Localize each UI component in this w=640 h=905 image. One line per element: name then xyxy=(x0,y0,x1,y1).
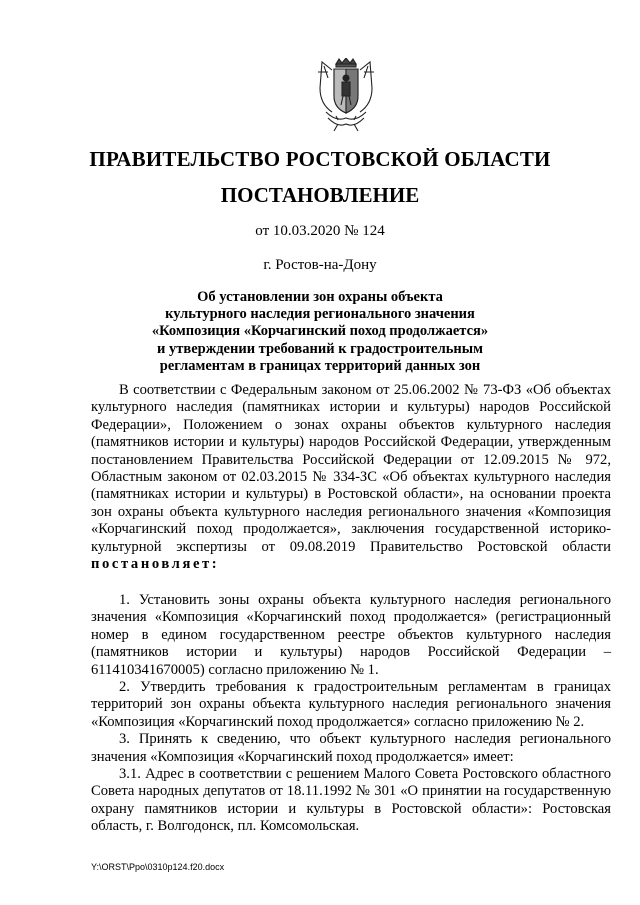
item-2: 2. Утвердить требования к градостроительным регламентам в границах территорий зон охраны объекта культурного наследия регионального значения «Композиция «Корчагинский поход продолжается» согласно приложению № 2. xyxy=(91,679,611,730)
decree-word: постановляет: xyxy=(91,556,220,573)
document-title xyxy=(0,289,640,375)
document-type: ПОСТАНОВЛЕНИЕ xyxy=(220,183,420,207)
item-3-1: 3.1. Адрес в соответствии с решением Малого Совета Ростовского областного Совета народных депутатов от 18.11.1992 № 301 «О принятии на государственную охрану памятников истории и культуры в Ростовской области»: Ростовская область, г. Волгодонск, пл. Комсомольская. xyxy=(91,766,611,835)
preamble-paragraph xyxy=(91,382,611,573)
date-number: от 10.03.2020 № 124 xyxy=(255,223,385,239)
decree-items xyxy=(91,592,611,836)
item-3: 3. Принять к сведению, что объект культурного наследия регионального значения «Композиция «Корчагинский поход продолжается» имеет: xyxy=(91,731,611,765)
title-line: и утверждении требований к градостроительным xyxy=(157,340,483,357)
file-path-footer: Y:\ORST\Ppo\0310p124.f20.docx xyxy=(91,862,225,872)
city: г. Ростов-на-Дону xyxy=(263,257,377,273)
item-1: 1. Установить зоны охраны объекта культурного наследия регионального значения «Композиция «Корчагинский поход продолжается» (регистрационный номер в едином государственном реестре объектов культурного наследия (памятников истории и культуры) народов Российской Федерации – 611410341670005) согласно приложению № 1. xyxy=(91,592,611,678)
title-line: Об установлении зон охраны объекта xyxy=(197,289,443,305)
preamble xyxy=(91,382,611,573)
preamble-text: В соответствии с Федеральным законом от 25.06.2002 № 73-ФЗ «Об объектах культурного наследия (памятниках истории и культуры) народов Российской Федерации», Положением о зонах охраны объектов культурного наследия (памятников истории и культуры) народов Российской Федерации, утвержденным постановлением Правительства Российской Федерации от 12.09.2015 № 972, Областным законом от 02.03.2015 № 334-ЗС «Об объектах культурного наследия (памятниках истории и культуры) в Ростовской области», на основании проекта зон охраны объекта культурного наследия регионального значения «Композиция «Корчагинский поход продолжается», заключения государственной историко-культурной экспертизы от 09.08.2019 Правительство Ростовской области xyxy=(91,382,611,555)
title-line: «Композиция «Корчагинский поход продолжается» xyxy=(151,323,489,340)
title-line: регламентам в границах территорий данных зон xyxy=(159,357,481,374)
organization-title: ПРАВИТЕЛЬСТВО РОСТОВСКОЙ ОБЛАСТИ xyxy=(89,147,551,171)
coat-of-arms-icon xyxy=(314,58,378,132)
title-line: культурного наследия регионального значения xyxy=(165,306,475,323)
